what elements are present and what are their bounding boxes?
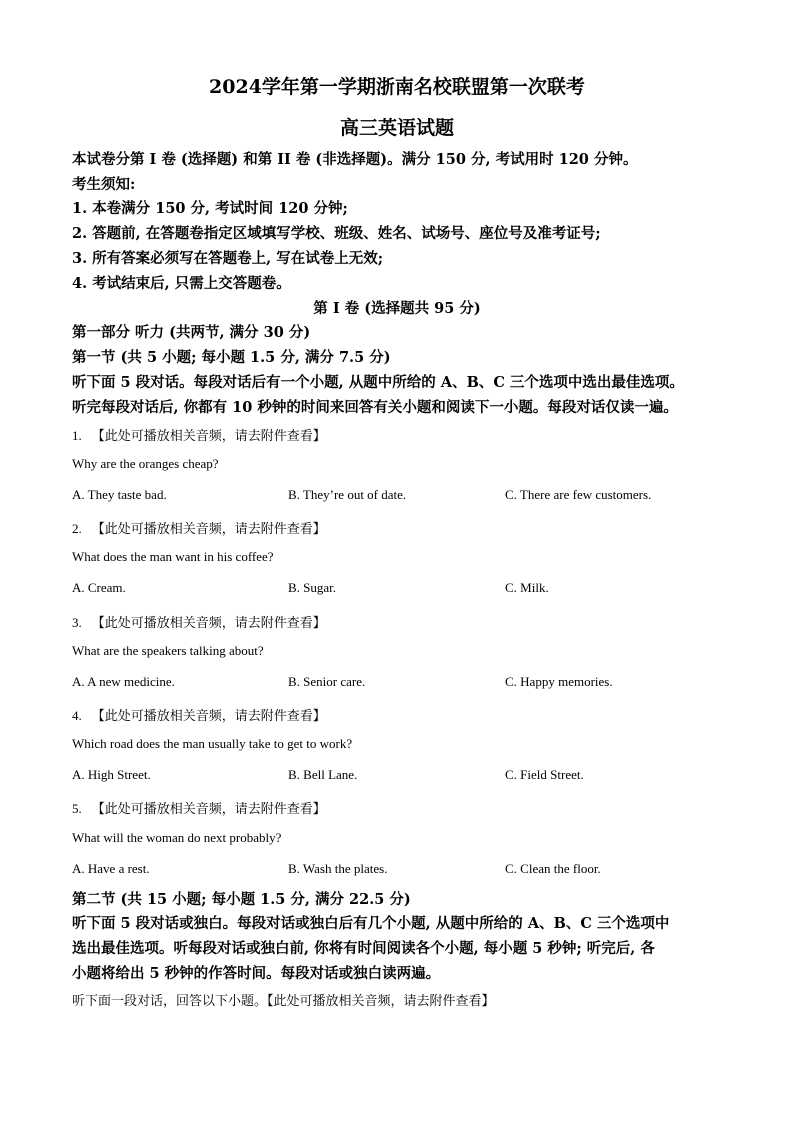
- option-a: A. High Street.: [72, 767, 151, 782]
- question-audio-line: [72, 705, 326, 724]
- question-number: 3.: [72, 615, 82, 630]
- question-audio-line: [72, 518, 326, 537]
- option-a: A. Cream.: [72, 580, 126, 595]
- option-c: C. There are few customers.: [505, 487, 652, 502]
- audio-placeholder[interactable]: 【此处可播放相关音频，请去附件查看】: [91, 521, 326, 536]
- audio-placeholder[interactable]: 【此处可播放相关音频，请去附件查看】: [91, 428, 326, 443]
- section2-instruction: 小题将给出 5 秒钟的作答时间。每段对话或独白读两遍。: [72, 965, 441, 982]
- option-b: B. Wash the plates.: [288, 861, 388, 876]
- question-text: What will the woman do next probably?: [72, 830, 282, 845]
- question-number: 1.: [72, 428, 82, 443]
- notice-heading: 考生须知:: [72, 176, 136, 193]
- option-b: B. Senior care.: [288, 674, 366, 689]
- section1-instruction: 听下面 5 段对话。每段对话后有一个小题, 从题中所给的 A、B、C 三个选项中选出最佳选项。: [72, 374, 684, 391]
- intro-text: 本试卷分第 I 卷 (选择题) 和第 II 卷 (非选择题)。满分 150 分, 考试用时 120 分钟。: [72, 151, 638, 168]
- audio-placeholder[interactable]: 【此处可播放相关音频，请去附件查看】: [91, 708, 326, 723]
- part1-title: 第一部分 听力 (共两节, 满分 30 分): [72, 324, 311, 341]
- option-c: C. Field Street.: [505, 767, 584, 782]
- question-audio-line: [72, 798, 326, 817]
- section2-instruction: 听下面 5 段对话或独白。每段对话或独白后有几个小题, 从题中所给的 A、B、C 三个选项中: [72, 915, 670, 932]
- option-b: B. They’re out of date.: [288, 487, 407, 502]
- section2-instruction: 选出最佳选项。听每段对话或独白前, 你将有时间阅读各个小题, 每小题 5 秒钟; 听完后, 各: [72, 940, 655, 957]
- question-text: Which road does the man usually take to get to work?: [72, 736, 353, 751]
- audio-placeholder[interactable]: 【此处可播放相关音频，请去附件查看】: [91, 615, 326, 630]
- question-number: 2.: [72, 521, 82, 536]
- section1-instruction: 听完每段对话后, 你都有 10 秒钟的时间来回答有关小题和阅读下一小题。每段对话仅读一遍。: [72, 399, 678, 416]
- option-c: C. Happy memories.: [505, 674, 613, 689]
- question-audio-line: [72, 425, 326, 444]
- notice-item: 2. 答题前, 在答题卷指定区域填写学校、班级、姓名、试场号、座位号及准考证号;: [72, 225, 601, 242]
- question-number: 5.: [72, 801, 82, 816]
- question-text: What are the speakers talking about?: [72, 643, 264, 658]
- volume1-title: 第 I 卷 (选择题共 95 分): [313, 300, 481, 317]
- question-text: What does the man want in his coffee?: [72, 549, 274, 564]
- section2-title: 第二节 (共 15 小题; 每小题 1.5 分, 满分 22.5 分): [72, 891, 411, 908]
- option-a: A. A new medicine.: [72, 674, 175, 689]
- option-c: C. Clean the floor.: [505, 861, 601, 876]
- question-text: Why are the oranges cheap?: [72, 456, 219, 471]
- question-number: 4.: [72, 708, 82, 723]
- option-a: A. They taste bad.: [72, 487, 167, 502]
- question-audio-line: [72, 612, 326, 631]
- option-b: B. Sugar.: [288, 580, 337, 595]
- option-b: B. Bell Lane.: [288, 767, 358, 782]
- exam-subtitle: 高三英语试题: [339, 117, 454, 139]
- audio-placeholder[interactable]: 【此处可播放相关音频，请去附件查看】: [91, 801, 326, 816]
- section1-title: 第一节 (共 5 小题; 每小题 1.5 分, 满分 7.5 分): [72, 349, 391, 366]
- option-c: C. Milk.: [505, 580, 549, 595]
- option-a: A. Have a rest.: [72, 861, 150, 876]
- section2-next-dialogue[interactable]: 听下面一段对话，回答以下小题。【此处可播放相关音频，请去附件查看】: [72, 993, 495, 1008]
- notice-item: 3. 所有答案必须写在答题卷上, 写在试卷上无效;: [72, 250, 384, 267]
- notice-item: 4. 考试结束后, 只需上交答题卷。: [72, 275, 291, 292]
- notice-item: 1. 本卷满分 150 分, 考试时间 120 分钟;: [72, 200, 348, 217]
- exam-title: 2024学年第一学期浙南名校联盟第一次联考: [209, 76, 585, 98]
